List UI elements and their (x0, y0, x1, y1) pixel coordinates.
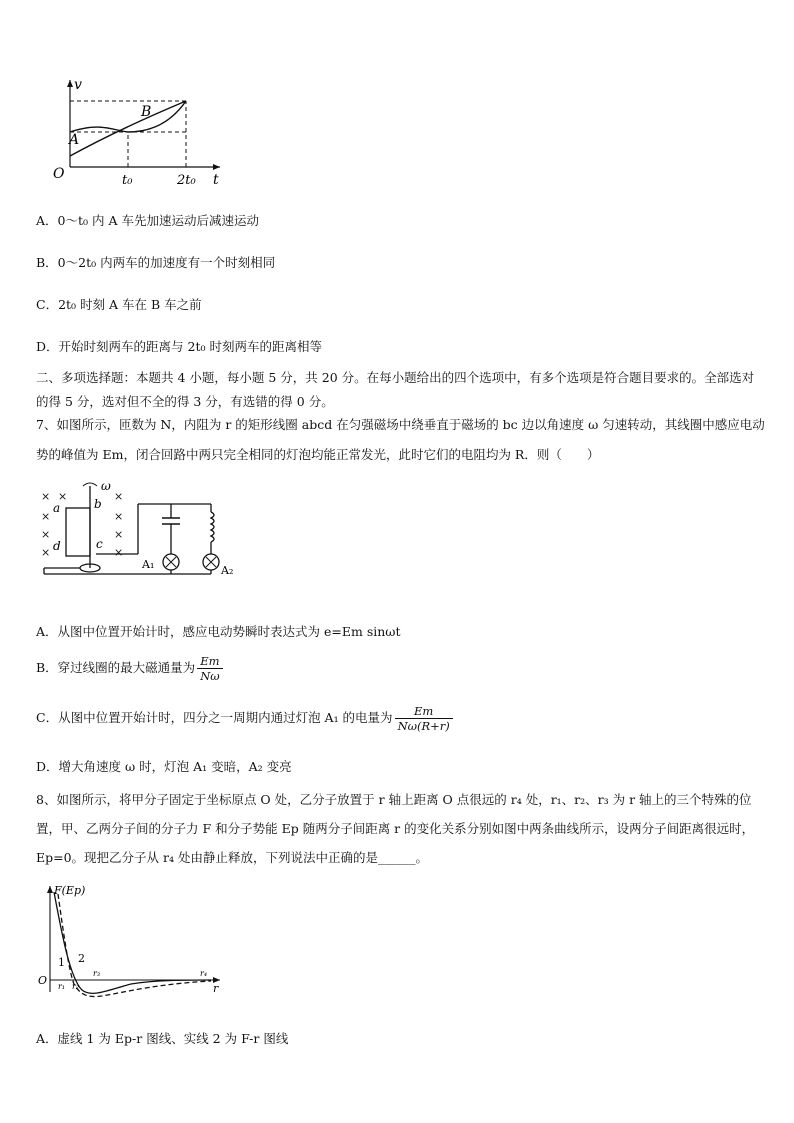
svg-text:×: × (114, 510, 124, 523)
2t0-label: 2t₀ (177, 173, 196, 188)
r3-label: r₃ (93, 969, 101, 978)
q6-option-b: B．0～2t₀ 内两车的加速度有一个时刻相同 (36, 255, 276, 270)
f-ep-axis-label: F(Ep) (54, 884, 86, 897)
q7-option-b (36, 650, 225, 686)
coil-label-c: c (96, 537, 103, 551)
q6-option-a: A．0～t₀ 内 A 车先加速运动后减速运动 (36, 213, 259, 228)
svg-text:×: × (114, 546, 124, 559)
q8-option-a: A．虚线 1 为 Ep-r 图线、实线 2 为 F-r 图线 (36, 1031, 289, 1046)
q8-graph (36, 880, 226, 998)
r2-label: r₂ (72, 982, 80, 991)
q7-option-b-fraction (197, 654, 222, 684)
q7-circuit (36, 478, 236, 588)
q7-stem: 7、如图所示，匝数为 N，内阻为 r 的矩形线圈 abcd 在匀强磁场中绕垂直于磁场的 bc 边以角速度 ω 匀速转动，其线圈中感应电动势的峰值为 Em，闭合回路中两只完全相同的灯泡均能正常发光，此时它们的电阻均为 R．则（ ） (36, 417, 765, 462)
svg-text:×: × (114, 528, 124, 541)
q7-circuit-figure (36, 478, 236, 588)
label-a: A (69, 132, 80, 148)
svg-text:×: × (41, 490, 51, 503)
fraction-denominator: Nω(R+r) (397, 718, 450, 733)
q6-option-c: C．2t₀ 时刻 A 车在 B 车之前 (36, 297, 202, 312)
dashed-curve-1 (58, 894, 211, 997)
curve-2-label: 2 (78, 952, 85, 965)
r1-label: r₁ (58, 982, 66, 991)
omega-label: ω (101, 479, 111, 493)
r-axis-label: r (213, 982, 219, 995)
coil-label-b: b (94, 497, 102, 511)
origin-label: O (38, 974, 48, 987)
fraction-denominator: Nω (200, 668, 220, 683)
q7-option-c-text: C．从图中位置开始计时，四分之一周期内通过灯泡 A₁ 的电量为 (36, 710, 393, 725)
q7-option-c-fraction (395, 704, 453, 734)
svg-text:×: × (41, 528, 51, 541)
origin-label: O (53, 166, 65, 182)
q8-graph-figure (36, 880, 226, 998)
q6-option-d: D．开始时刻两车的距离与 2t₀ 时刻两车的距离相等 (36, 339, 322, 354)
fraction-numerator: Em (197, 654, 222, 669)
r4-label: r₄ (200, 969, 208, 978)
svg-text:×: × (41, 546, 51, 559)
label-b: B (141, 104, 152, 120)
t0-label: t₀ (122, 173, 133, 188)
curve-1-label: 1 (58, 956, 65, 969)
solid-curve-2 (54, 892, 211, 993)
svg-text:×: × (58, 490, 68, 503)
section-2-header: 二、多项选择题：本题共 4 小题，每小题 5 分，共 20 分。在每小题给出的四个选项中，有多个选项是符合题目要求的。全部选对的得 5 分，选对但不全的得 3 分，有选错的得 0 分。 (36, 370, 755, 409)
t-axis-label: t (213, 172, 219, 188)
q7-option-b-text: B．穿过线圈的最大磁通量为 (36, 660, 196, 675)
coil-label-a: a (53, 501, 61, 515)
v-axis-label: v (74, 77, 82, 93)
vt-graph (50, 74, 230, 192)
lamp-a1-label: A₁ (142, 558, 155, 571)
lamp-a2-label: A₂ (221, 564, 234, 577)
q7-option-c (36, 700, 455, 736)
q8-stem: 8、如图所示，将甲分子固定于坐标原点 O 处，乙分子放置于 r 轴上距离 O 点很远的 r₄ 处，r₁、r₂、r₃ 为 r 轴上的三个特殊的位置，甲、乙两分子间的分子力 F 和分子势能 Ep 随两分子间距离 r 的变化关系分别如图中两条曲线所示，设两分子间距离很远时，Ep=0。现把乙分子从 r₄ 处由静止释放，下列说法中正确的是______。 (36, 792, 755, 865)
vt-graph-figure (50, 74, 230, 192)
svg-text:×: × (114, 490, 124, 503)
fraction-numerator: Em (395, 704, 453, 719)
q7-option-d: D．增大角速度 ω 时，灯泡 A₁ 变暗，A₂ 变亮 (36, 759, 292, 774)
curve-b (70, 101, 186, 156)
q7-option-a: A．从图中位置开始计时，感应电动势瞬时表达式为 e=Em sinωt (36, 624, 401, 639)
svg-text:×: × (41, 510, 51, 523)
coil-label-d: d (53, 539, 61, 553)
